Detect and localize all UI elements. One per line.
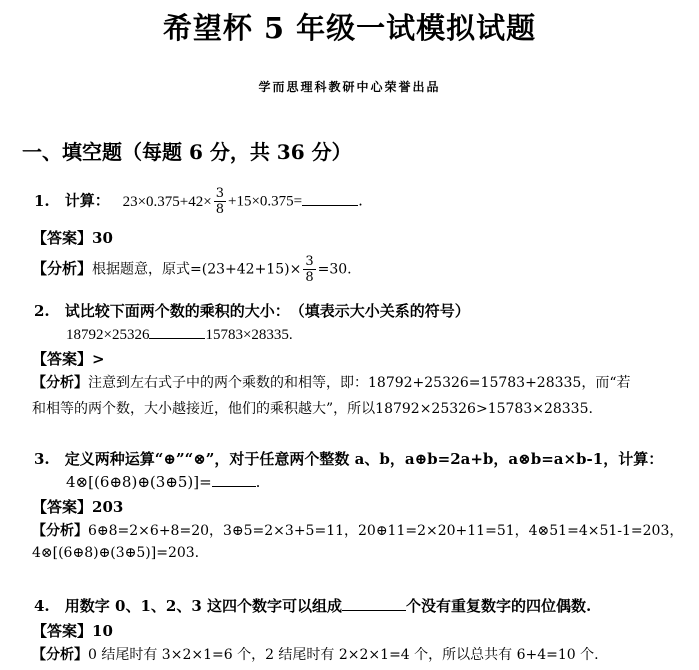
answer-blank (149, 324, 205, 339)
question-prompt: 个没有重复数字的四位偶数. (405, 597, 592, 615)
answer-value: > (92, 350, 105, 368)
analysis-text: 6⊕8=2×6+8=20，3⊕5=2×3+5=11，20⊕11=2×20+11=51，4⊗51=4×51-1=203， (88, 523, 684, 539)
analysis-label: 【分析】 (32, 375, 88, 391)
fraction (303, 254, 315, 285)
fraction-numerator: 3 (305, 254, 314, 269)
question-prompt: 试比较下面两个数的乘积的大小： （填表示大小关系的符号） (64, 302, 470, 320)
answer-blank (342, 596, 406, 611)
answer-value: 30 (92, 229, 113, 247)
answer-row (32, 620, 113, 641)
analysis-row (32, 520, 683, 540)
question-number: 4. (34, 597, 50, 615)
question-3 (34, 448, 663, 469)
question-prompt: 计算： (64, 191, 110, 210)
analysis-continuation: 4⊗[(6⊕8)⊕(3⊕5)]=203. (32, 545, 200, 561)
analysis-continuation: 和相等的两个数，大小越接近，他们的乘积越大”，所以18792×25326>15783×28335. (32, 401, 593, 417)
answer-value: 203 (92, 498, 124, 516)
fraction-numerator: 3 (215, 186, 224, 201)
analysis-row (32, 644, 599, 664)
analysis-text: 注意到左右式子中的两个乘数的和相等，即：18792+25326=15783+28335，而“若 (88, 375, 631, 391)
analysis-row (32, 372, 631, 392)
answer-label: 【答案】 (32, 350, 93, 368)
period: . (358, 191, 363, 210)
question-number: 3. (34, 450, 50, 468)
left-product: 18792×25326 (66, 327, 150, 343)
analysis-label: 【分析】 (32, 647, 88, 663)
expression-part: 23×0.375+42× (122, 193, 212, 210)
analysis-text: =30. (317, 261, 352, 278)
right-product: 15783×28335. (205, 327, 293, 343)
question-number: 2. (34, 302, 50, 320)
answer-value: 10 (92, 622, 113, 640)
question-1 (34, 186, 363, 217)
fraction (214, 186, 226, 217)
answer-row (32, 496, 123, 517)
answer-label: 【答案】 (32, 498, 93, 516)
answer-label: 【答案】 (32, 622, 93, 640)
page-subtitle: 学而思理科教研中心荣誉出品 (258, 80, 441, 94)
period: . (255, 473, 261, 491)
question-number: 1. (34, 191, 50, 210)
page-title: 希望杯 5 年级一试模拟试题 (162, 11, 537, 45)
expression: 4⊗[(6⊕8)⊕(3⊕5)]= (66, 473, 212, 491)
analysis-text: 0 结尾时有 3×2×1=6 个，2 结尾时有 2×2×1=4 个，所以总共有 6+4=10 个. (88, 647, 599, 663)
question-2 (34, 300, 470, 321)
fraction-denominator: 8 (305, 270, 314, 285)
answer-row (32, 227, 113, 248)
answer-blank (302, 191, 358, 206)
analysis-text: 根据题意，原式=(23+42+15)× (92, 261, 302, 278)
answer-blank (212, 472, 256, 487)
answer-row (32, 348, 105, 369)
fraction-denominator: 8 (215, 202, 224, 217)
expression-part: +15×0.375= (228, 193, 303, 210)
analysis-label: 【分析】 (32, 259, 93, 278)
analysis-row (32, 254, 352, 285)
comparison-line (66, 324, 293, 344)
question-prompt: 定义两种运算“⊕”“⊗”，对于任意两个整数 a、b，a⊕b=2a+b，a⊗b=a×b-1，计算： (64, 450, 664, 468)
expression-line (66, 472, 260, 491)
question-4 (34, 595, 591, 616)
section-title: 一、填空题（每题 6 分，共 36 分） (22, 140, 352, 164)
question-prompt: 用数字 0、1、2、3 这四个数字可以组成 (64, 597, 342, 615)
analysis-label: 【分析】 (32, 523, 88, 539)
answer-label: 【答案】 (32, 229, 93, 247)
